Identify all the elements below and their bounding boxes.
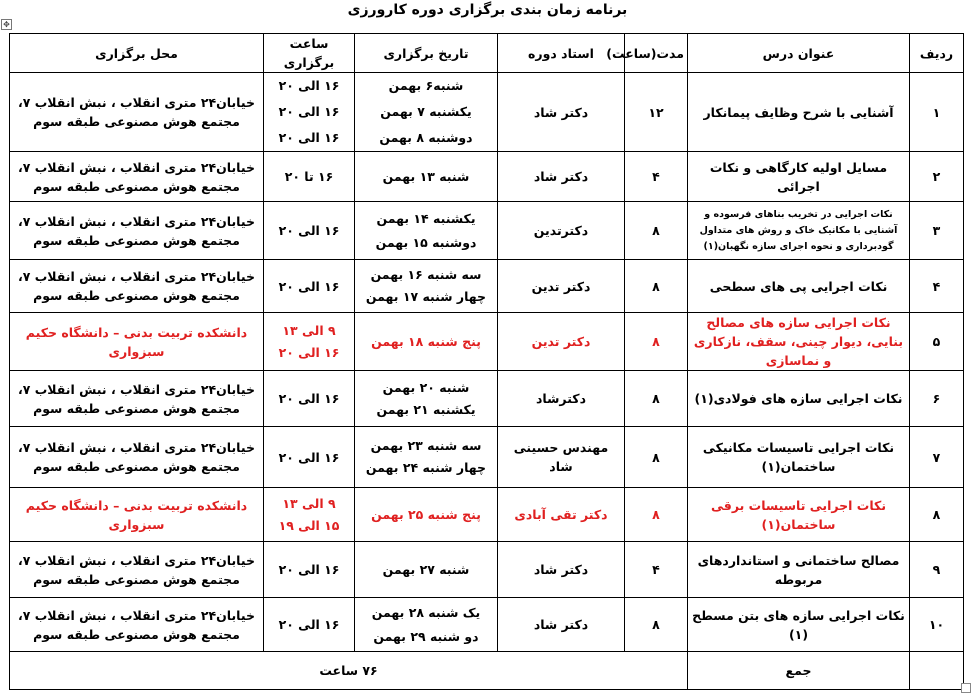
- time-line: ۱۶ الی ۲۰: [278, 391, 340, 406]
- cell-course: نکات اجرایی تاسیسات مکانیکی ساختمان(۱): [688, 427, 910, 488]
- time-line: ۱۶ الی ۲۰: [278, 449, 340, 465]
- cell-teacher: دکتر تقی آبادی: [498, 488, 625, 542]
- cell-total-label: جمع: [688, 652, 910, 690]
- time-line: ۱۶ تا ۲۰: [284, 169, 334, 184]
- cell-row-number: ۷: [910, 427, 964, 488]
- cell-duration: ۴: [625, 542, 688, 598]
- cell-date: [355, 152, 498, 202]
- cell-location: دانشکده تربیت بدنی – دانشگاه حکیم سبزواری: [10, 488, 264, 542]
- cell-duration: ۸: [625, 427, 688, 488]
- time-line: ۱۵ الی ۱۹: [278, 517, 340, 533]
- time-line: ۹ الی ۱۳: [282, 322, 336, 338]
- cell-date: [355, 313, 498, 371]
- header-course: عنوان درس: [688, 34, 910, 73]
- cell-row-number: ۳: [910, 202, 964, 260]
- date-line: دوشنبه ۱۵ بهمن: [375, 234, 477, 250]
- table-row: [10, 313, 964, 371]
- cell-location: خیابان۲۴ متری انقلاب ، نبش انقلاب ۷، مجتمع هوش مصنوعی طبقه سوم: [10, 598, 264, 652]
- cell-duration: ۸: [625, 260, 688, 313]
- cell-course: آشنایی با شرح وظایف پیمانکار: [688, 73, 910, 152]
- table-row: [10, 260, 964, 313]
- cell-location: خیابان۲۴ متری انقلاب ، نبش انقلاب ۷، مجتمع هوش مصنوعی طبقه سوم: [10, 260, 264, 313]
- cell-duration: ۸: [625, 313, 688, 371]
- cell-date: [355, 488, 498, 542]
- table-row: [10, 202, 964, 260]
- schedule-table: [9, 33, 964, 690]
- time-line: ۱۶ الی ۲۰: [278, 78, 340, 93]
- cell-row-number: ۱۰: [910, 598, 964, 652]
- date-line: پنج شنبه ۱۸ بهمن: [371, 334, 481, 349]
- date-line: شنبه ۲۷ بهمن: [382, 562, 470, 577]
- cell-time: [264, 598, 355, 652]
- table-row: [10, 427, 964, 488]
- cell-date: [355, 202, 498, 260]
- cell-time: [264, 152, 355, 202]
- cell-course: نکات اجرایی سازه های فولادی(۱): [688, 371, 910, 427]
- time-line: ۱۶ الی ۲۰: [278, 617, 340, 632]
- date-line: یکشنبه ۱۴ بهمن: [376, 210, 476, 226]
- cell-course: نکات اجرایی سازه های مصالح بنایی، دیوار چینی، سقف، نازکاری و نماسازی: [688, 313, 910, 371]
- header-teacher: استاد دوره: [498, 34, 625, 73]
- cell-time: [264, 371, 355, 427]
- cell-teacher: دکتر شاد: [498, 73, 625, 152]
- cell-teacher: دکترتدین: [498, 202, 625, 260]
- cell-teacher: مهندس حسینی شاد: [498, 427, 625, 488]
- header-row: [10, 34, 964, 73]
- cell-duration: ۸: [625, 598, 688, 652]
- header-location: محل برگزاری: [10, 34, 264, 73]
- cell-time: [264, 73, 355, 152]
- cell-date: [355, 260, 498, 313]
- time-line: ۱۶ الی ۲۰: [278, 344, 340, 360]
- cell-duration: ۸: [625, 371, 688, 427]
- date-line: یکشنبه ۷ بهمن: [380, 104, 472, 119]
- cell-location: خیابان۲۴ متری انقلاب ، نبش انقلاب ۷، مجتمع هوش مصنوعی طبقه سوم: [10, 73, 264, 152]
- cell-course: نکات اجرایی در تخریب بناهای فرسوده و آشنایی با مکانیک خاک و روش های متداول گودبرداری و نحوه اجرای سازه نگهبان(۱): [688, 202, 910, 260]
- time-line: ۱۶ الی ۲۰: [278, 104, 340, 119]
- cell-location: خیابان۲۴ متری انقلاب ، نبش انقلاب ۷، مجتمع هوش مصنوعی طبقه سوم: [10, 542, 264, 598]
- date-line: شنبه۶ بهمن: [388, 78, 464, 93]
- cell-row-number: ۱: [910, 73, 964, 152]
- cell-total-value: ۷۶ ساعت: [10, 652, 688, 690]
- page-title: برنامه زمان بندی برگزاری دوره کارورزی: [347, 2, 628, 18]
- date-line: شنبه ۱۳ بهمن: [382, 169, 470, 184]
- date-line: سه شنبه ۱۶ بهمن: [370, 267, 482, 282]
- cell-row-number: ۶: [910, 371, 964, 427]
- cell-course: مسایل اولیه کارگاهی و نکات اجرائی: [688, 152, 910, 202]
- cell-location: خیابان۲۴ متری انقلاب ، نبش انقلاب ۷، مجتمع هوش مصنوعی طبقه سوم: [10, 371, 264, 427]
- date-line: دو شنبه ۲۹ بهمن: [373, 628, 479, 644]
- cell-time: [264, 202, 355, 260]
- header-row-number: ردیف: [910, 34, 964, 73]
- date-line: سه شنبه ۲۳ بهمن: [370, 438, 482, 453]
- cell-row-number: ۵: [910, 313, 964, 371]
- date-line: شنبه ۲۰ بهمن: [382, 379, 470, 395]
- cell-time: [264, 542, 355, 598]
- header-date: تاریخ برگزاری: [355, 34, 498, 73]
- cell-duration: ۱۲: [625, 73, 688, 152]
- table-row: [10, 371, 964, 427]
- cell-course: مصالح ساختمانی و استانداردهای مربوطه: [688, 542, 910, 598]
- time-line: ۱۶ الی ۲۰: [278, 223, 340, 238]
- cell-location: خیابان۲۴ متری انقلاب ، نبش انقلاب ۷، مجتمع هوش مصنوعی طبقه سوم: [10, 202, 264, 260]
- cell-location: خیابان۲۴ متری انقلاب ، نبش انقلاب ۷، مجتمع هوش مصنوعی طبقه سوم: [10, 152, 264, 202]
- cell-teacher: دکتر تدین: [498, 260, 625, 313]
- time-line: ۱۶ الی ۲۰: [278, 278, 340, 294]
- table-row: [10, 542, 964, 598]
- date-line: چهار شنبه ۱۷ بهمن: [365, 289, 487, 304]
- time-line: ۹ الی ۱۳: [282, 495, 336, 511]
- date-line: چهار شنبه ۲۴ بهمن: [365, 460, 487, 475]
- cell-row-number: ۲: [910, 152, 964, 202]
- time-line: ۱۶ الی ۲۰: [278, 562, 340, 577]
- cell-time: [264, 313, 355, 371]
- cell-row-number: ۴: [910, 260, 964, 313]
- table-row: [10, 488, 964, 542]
- date-line: یک شنبه ۲۸ بهمن: [371, 604, 481, 620]
- cell-course: نکات اجرایی تاسیسات برقی ساختمان(۱): [688, 488, 910, 542]
- cell-teacher: دکتر شاد: [498, 152, 625, 202]
- cell-date: [355, 427, 498, 488]
- total-row: [10, 652, 964, 690]
- cell-teacher: دکترشاد: [498, 371, 625, 427]
- cell-course: نکات اجرایی سازه های بتن مسطح (۱): [688, 598, 910, 652]
- date-line: پنج شنبه ۲۵ بهمن: [371, 507, 481, 522]
- cell-location: دانشکده تربیت بدنی – دانشگاه حکیم سبزواری: [10, 313, 264, 371]
- cell-date: [355, 371, 498, 427]
- header-time: ساعت برگزاری: [264, 34, 355, 73]
- cell-date: [355, 73, 498, 152]
- cell-row-number: ۹: [910, 542, 964, 598]
- date-line: یکشنبه ۲۱ بهمن: [376, 401, 476, 417]
- cell-teacher: دکتر شاد: [498, 542, 625, 598]
- cell-time: [264, 260, 355, 313]
- table-row: [10, 598, 964, 652]
- table-resize-icon[interactable]: [961, 683, 971, 693]
- cell-duration: ۸: [625, 202, 688, 260]
- cell-total-empty: [910, 652, 964, 690]
- table-row: [10, 152, 964, 202]
- table-row: [10, 73, 964, 152]
- cell-location: خیابان۲۴ متری انقلاب ، نبش انقلاب ۷، مجتمع هوش مصنوعی طبقه سوم: [10, 427, 264, 488]
- table-move-icon[interactable]: ✥: [1, 19, 12, 30]
- cell-time: [264, 427, 355, 488]
- cell-date: [355, 598, 498, 652]
- cell-date: [355, 542, 498, 598]
- cell-row-number: ۸: [910, 488, 964, 542]
- cell-teacher: دکتر شاد: [498, 598, 625, 652]
- cell-duration: ۴: [625, 152, 688, 202]
- header-duration: مدت(ساعت): [625, 34, 688, 73]
- date-line: دوشنبه ۸ بهمن: [379, 130, 473, 145]
- cell-course: نکات اجرایی پی های سطحی: [688, 260, 910, 313]
- time-line: ۱۶ الی ۲۰: [278, 130, 340, 145]
- cell-duration: ۸: [625, 488, 688, 542]
- cell-teacher: دکتر تدین: [498, 313, 625, 371]
- cell-time: [264, 488, 355, 542]
